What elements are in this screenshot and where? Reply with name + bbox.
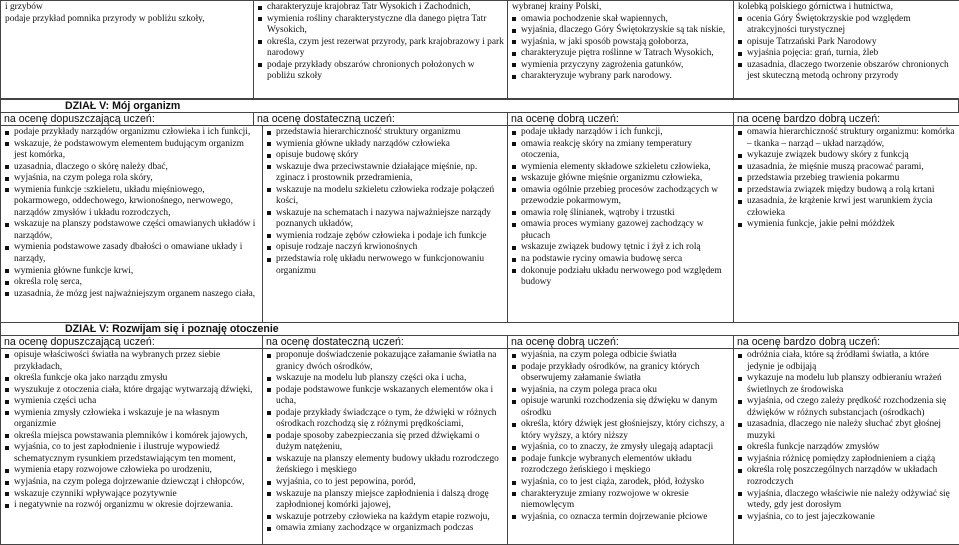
list-item: omawia hierarchiczność struktury organizmu: komórka – tkanka – narząd – układ narządów, bbox=[738, 127, 956, 150]
list-item: ocenia Góry Świętokrzyskie pod względem atrakcyjności turystycznej bbox=[738, 14, 956, 37]
list-item: wymienia zmysły człowieka i wskazuje je na własnym organizmie bbox=[5, 408, 259, 431]
list-item: wymienia rośliny charakterystyczne dla danego piętra Tatr Wysokich, bbox=[258, 14, 504, 37]
list-item: wymienia funkcje :szkieletu, układu mięśniowego, pokarmowego, oddechowego, krwionośnego, nerwowego, narządów zmysłów i układu rozrodczych, bbox=[5, 185, 259, 220]
list-item: i negatywnie na rozwój organizmu w okresie dojrzewania. bbox=[5, 500, 259, 512]
grade-header-dostateczna: na ocenę dostateczną uczeń: bbox=[254, 113, 508, 126]
list-item: określa rolę serca, bbox=[5, 277, 259, 289]
list-item: określa funkcje oka jako narządu zmysłu bbox=[5, 373, 259, 385]
list-item: określa, który dźwięk jest głośniejszy, który cichszy, a który wyższy, a który niższy bbox=[512, 419, 730, 442]
list-item: dokonuje podziału układu nerwowego pod względem budowy bbox=[512, 266, 730, 289]
list-item: wyjaśnia, dlaczego właściwie nie należy odżywiać się wtedy, gdy jest dorosłym bbox=[738, 489, 956, 512]
list-item: podaje sposoby zabezpieczania się przed dźwiękami o dużym natężeniu, bbox=[267, 431, 504, 454]
list-item: wymienia rodzaje zębów człowieka i podaje ich funkcje bbox=[267, 231, 504, 243]
list-item: wskazuje na planszy podstawowe części omawianych układów i narządów, bbox=[5, 219, 259, 242]
list-item: podaje przykłady świadczące o tym, że dźwięki w różnych ośrodkach rozchodzą się z różnymi prędkościami, bbox=[267, 408, 504, 431]
list-item: wyjaśnia, dlaczego Góry Świętokrzyskie są tak niskie, bbox=[512, 25, 730, 37]
list-item: wybranej krainy Polski, bbox=[512, 2, 730, 14]
top-continuation bbox=[0, 0, 959, 99]
list-item: omawia reakcję skóry na zmiany temperatury otoczenia, bbox=[512, 139, 730, 162]
list-item: wyjaśnia, na czym polega dojrzewanie dziewcząt i chłopców, bbox=[5, 477, 259, 489]
grade-header-dostateczna: na ocenę dostateczną uczeń: bbox=[263, 336, 508, 349]
section-rozwijam-sie bbox=[0, 322, 959, 545]
list-item: uzasadnia, dlaczego tworzenie obszarów chronionych jest skuteczną metodą ochrony przyrody bbox=[738, 60, 956, 83]
list-item: podaje podstawowe funkcje wskazanych elementów oka i ucha, bbox=[267, 385, 504, 408]
list-item: omawia rolę ślinianek, wątroby i trzustki bbox=[512, 208, 730, 220]
list-item: określa funkcje narządów zmysłów bbox=[738, 442, 956, 454]
list-item: odróżnia ciała, które są źródłami światła, a które jedynie je odbijają bbox=[738, 350, 956, 373]
list-item: omawia ogólnie przebieg procesów zachodzących w przewodzie pokarmowym, bbox=[512, 185, 730, 208]
s1-col-dopuszczajaca bbox=[1, 126, 263, 323]
list-item: opisuje warunki rozchodzenia się dźwięku w danym ośrodku bbox=[512, 396, 730, 419]
s2-col-dopuszczajaca bbox=[1, 349, 263, 545]
top-col-2 bbox=[254, 1, 508, 99]
list-item: wymienia części ucha bbox=[5, 396, 259, 408]
top-col-1 bbox=[1, 1, 254, 99]
list-item: wyjaśnia, na czym polega rola skóry, bbox=[5, 173, 259, 185]
list-item: podaje funkcje wybranych elementów układu rozrodczego żeńskiego i męskiego bbox=[512, 454, 730, 477]
list-item: wymienia elementy składowe szkieletu człowieka, bbox=[512, 162, 730, 174]
grade-header-bardzo-dobra: na ocenę bardzo dobrą uczeń: bbox=[734, 336, 959, 349]
list-item: na podstawie ryciny omawia budowę serca bbox=[512, 254, 730, 266]
list-item: opisuje budowę skóry bbox=[267, 150, 504, 162]
s1-col-dostateczna bbox=[263, 126, 508, 323]
list-item: wskazuje na modelu szkieletu człowieka rodzaje połączeń kości, bbox=[267, 185, 504, 208]
list-item: opisuje rodzaje naczyń krwionośnych bbox=[267, 242, 504, 254]
list-item: wskazuje związek budowy tętnic i żył z ich rolą bbox=[512, 242, 730, 254]
list-item: wskazuje na planszy elementy budowy układu rozrodczego żeńskiego i męskiego bbox=[267, 454, 504, 477]
list-item: podaje przykłady narządów organizmu człowieka i ich funkcji, bbox=[5, 127, 259, 139]
list-item: wyszukuje z otoczenia ciała, które drgając wytwarzają dźwięki, bbox=[5, 385, 259, 397]
list-item: wskazuje potrzeby człowieka na każdym etapie rozwoju, bbox=[267, 512, 504, 524]
list-item: i grzybów bbox=[5, 2, 250, 14]
list-item: przedstawia przebieg trawienia pokarmu bbox=[738, 173, 956, 185]
list-item: przedstawia związek między budową a rolą krtani bbox=[738, 185, 956, 197]
list-item: charakteryzuje wybrany park narodowy. bbox=[512, 71, 730, 83]
list-item: wykazuje na modelu lub planszy odbieraniu wrażeń świetlnych ze środowiska bbox=[738, 373, 956, 396]
grade-header-dopuszczajaca: na ocenę dopuszczającą uczeń: bbox=[1, 336, 263, 349]
s2-col-dostateczna bbox=[263, 349, 508, 545]
list-item: uzasadnia, dlaczego nie należy słuchać zbyt głośnej muzyki bbox=[738, 419, 956, 442]
list-item: wyjaśnia, co oznacza termin dojrzewanie płciowe bbox=[512, 512, 730, 524]
list-item: wyjaśnia różnicę pomiędzy zapłodnieniem a ciążą bbox=[738, 454, 956, 466]
list-item: charakteryzuje zmiany rozwojowe w okresie niemowlęcym bbox=[512, 489, 730, 512]
list-item: uzasadnia, dlaczego o skórę należy dbać, bbox=[5, 162, 259, 174]
list-item: wyjaśnia, co to jest pepowina, poród, bbox=[267, 477, 504, 489]
list-item: wyjaśnia, w jaki sposób powstają gołoborza, bbox=[512, 37, 730, 49]
list-item: omawia proces wymiany gazowej zachodzący w płucach bbox=[512, 219, 730, 242]
list-item: uzasadnia, że mózg jest najważniejszym organem naszego ciała, bbox=[5, 289, 259, 301]
list-item: wymienia główne funkcje krwi, bbox=[5, 266, 259, 278]
list-item: określa miejsca powstawania plemników i komórek jajowych, bbox=[5, 431, 259, 443]
section-title: DZIAŁ V: Mój organizm bbox=[1, 100, 959, 113]
list-item: określa, czym jest rezerwat przyrody, park krajobrazowy i park narodowy bbox=[258, 37, 504, 60]
list-item: wskazuje, że podstawowym elementem budującym organizm jest komórka, bbox=[5, 139, 259, 162]
grade-header-dobra: na ocenę dobrą uczeń: bbox=[508, 336, 734, 349]
s2-col-bardzo-dobra bbox=[734, 349, 959, 545]
list-item: podaje układy narządów i ich funkcji, bbox=[512, 127, 730, 139]
list-item: kolebką polskiego górnictwa i hutnictwa, bbox=[738, 2, 956, 14]
list-item: wymienia podstawowe zasady dbałości o omawiane układy i narządy, bbox=[5, 242, 259, 265]
list-item: wymienia etapy rozwojowe człowieka po urodzeniu, bbox=[5, 465, 259, 477]
list-item: określa rolę poszczególnych narządów w układach rozrodczych bbox=[738, 465, 956, 488]
list-item: wyjaśnia, od czego zależy prędkość rozchodzenia się dźwięków w różnych substancjach (ośrodkach) bbox=[738, 396, 956, 419]
list-item: omawia pochodzenie skał wapiennych, bbox=[512, 14, 730, 26]
list-item: podaje przykłady obszarów chronionych położonych w pobliżu szkoły bbox=[258, 60, 504, 83]
list-item: omawia zmiany zachodzące w organizmach podczas bbox=[267, 523, 504, 535]
list-item: wskazuje główne mięśnie organizmu człowieka, bbox=[512, 173, 730, 185]
list-item: wymienia funkcje, jakie pełni móżdżek bbox=[738, 219, 956, 231]
list-item: przedstawia hierarchiczność struktury organizmu bbox=[267, 127, 504, 139]
list-item: podaje przykłady ośrodków, na granicy których obserwujemy załamanie światła bbox=[512, 362, 730, 385]
grade-header-dobra: na ocenę dobrą uczeń: bbox=[508, 113, 734, 126]
list-item: opisuje właściwości światła na wybranych przez siebie przykładach, bbox=[5, 350, 259, 373]
list-item: opisuje Tatrzański Park Narodowy bbox=[738, 37, 956, 49]
grade-header-bardzo-dobra: na ocenę bardzo dobrą uczeń: bbox=[734, 113, 959, 126]
list-item: charakteryzuje piętra roślinne w Tatrach Wysokich, bbox=[512, 48, 730, 60]
s1-col-bardzo-dobra bbox=[734, 126, 959, 323]
list-item: wskazuje dwa przeciwstawnie działające mięśnie, np. zginacz i prostownik przedramienia, bbox=[267, 162, 504, 185]
list-item: wyjaśnia, co to jest zapłodnienie i ilustruje wypowiedź schematycznym rysunkiem przedstawiającym ten moment, bbox=[5, 442, 259, 465]
list-item: wyjaśnia, co to znaczy, że zmysły ulegają adaptacji bbox=[512, 442, 730, 454]
section-title: DZIAŁ V: Rozwijam się i poznaję otoczenie bbox=[1, 323, 959, 336]
list-item: wyjaśnia pojęcia: grań, turnia, żleb bbox=[738, 48, 956, 60]
list-item: uzasadnia, że krążenie krwi jest warunkiem życia człowieka bbox=[738, 196, 956, 219]
list-item: charakteryzuje krajobraz Tatr Wysokich i Zachodnich, bbox=[258, 2, 504, 14]
list-item: wyjaśnia, co to jest jajeczkowanie bbox=[738, 512, 956, 524]
list-item: wskazuje na planszy miejsce zapłodnienia i dalszą drogę zapłodnionej komórki jajowej, bbox=[267, 489, 504, 512]
list-item: proponuje doświadczenie pokazujące załamanie światła na granicy dwóch ośrodków, bbox=[267, 350, 504, 373]
list-item: wskazuje na schematach i nazywa najważniejsze narządy poznanych układów, bbox=[267, 208, 504, 231]
s1-col-dobra bbox=[508, 126, 734, 323]
top-col-3 bbox=[508, 1, 734, 99]
list-item: przedstawia rolę układu nerwowego w funkcjonowaniu organizmu bbox=[267, 254, 504, 277]
top-col-4 bbox=[734, 1, 959, 99]
list-item: wymienia przyczyny zagrożenia gatunków, bbox=[512, 60, 730, 72]
list-item: podaje przykład pomnika przyrody w pobliżu szkoły, bbox=[5, 14, 250, 26]
list-item: wyjaśnia, na czym polega odbicie światła bbox=[512, 350, 730, 362]
grade-header-dopuszczajaca: na ocenę dopuszczającą uczeń: bbox=[1, 113, 254, 126]
section-moj-organizm bbox=[0, 99, 959, 323]
list-item: wskazuje czynniki wpływające pozytywnie bbox=[5, 489, 259, 501]
list-item: wykazuje związek budowy skóry z funkcją bbox=[738, 150, 956, 162]
list-item: wskazuje na modelu lub planszy części oka i ucha, bbox=[267, 373, 504, 385]
list-item: uzasadnia, że mięśnie muszą pracować parami, bbox=[738, 162, 956, 174]
list-item: wymienia główne układy narządów człowieka bbox=[267, 139, 504, 151]
list-item: wyjaśnia, na czym polega praca oku bbox=[512, 385, 730, 397]
s2-col-dobra bbox=[508, 349, 734, 545]
list-item: wyjaśnia, co to jest ciąża, zarodek, płód, łożysko bbox=[512, 477, 730, 489]
